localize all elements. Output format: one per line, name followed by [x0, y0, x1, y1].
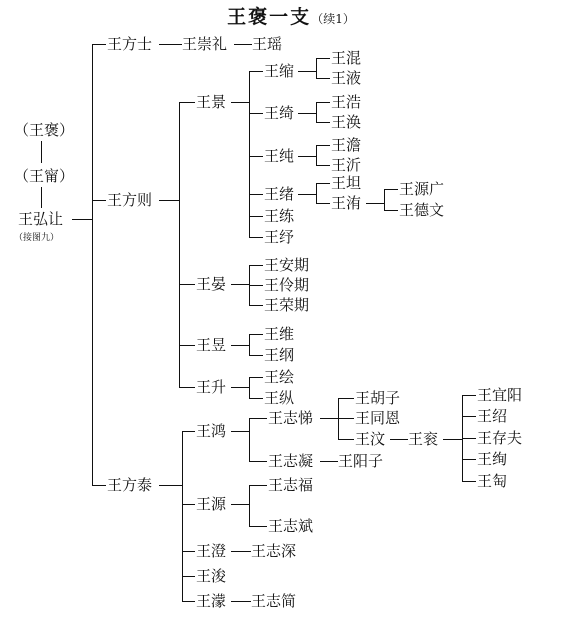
connector — [249, 71, 263, 72]
connector — [234, 44, 252, 45]
node-wang-huzi: 王胡子 — [355, 389, 401, 407]
node-wang-huan: 王涣 — [331, 113, 362, 131]
connector — [231, 102, 249, 103]
connector — [384, 189, 385, 210]
connector — [231, 601, 251, 602]
node-wang-fangze: 王方则 — [107, 191, 153, 209]
node-wang-xuan: 王绚 — [477, 450, 508, 468]
node-wang-wen: 王汶 — [355, 430, 386, 448]
node-wang-xi: 王沂 — [331, 156, 362, 174]
node-wang-dewen: 王德文 — [399, 201, 445, 219]
node-wang-yangzi: 王阳子 — [338, 452, 384, 470]
connector — [298, 194, 316, 195]
node-wang-jun: 王浚 — [196, 567, 227, 585]
node-wang-xu: 王绪 — [264, 185, 295, 203]
node-wang-you: 王洧 — [331, 194, 362, 212]
connector — [92, 44, 106, 45]
node-wang-hong: 王鸿 — [196, 422, 227, 440]
connector — [72, 219, 92, 220]
node-wang-hao: 王浩 — [331, 93, 362, 111]
node-wang-tongen: 王同恩 — [355, 409, 401, 427]
node-wang-jing: 王景 — [196, 93, 227, 111]
node-wang-zhining: 王志凝 — [268, 452, 314, 470]
connector — [320, 461, 338, 462]
ancestor-wang-ning: （王甯） — [14, 167, 75, 185]
connector — [249, 237, 263, 238]
connector — [249, 377, 250, 398]
connector — [249, 461, 267, 462]
connector — [316, 102, 330, 103]
connector — [316, 122, 330, 123]
connector — [182, 504, 195, 505]
connector — [249, 113, 263, 114]
connector — [462, 438, 476, 439]
connector — [249, 305, 263, 306]
node-wang-yu: 王昱 — [196, 336, 227, 354]
connector — [249, 194, 263, 195]
connector — [384, 189, 398, 190]
connector — [249, 71, 250, 237]
node-wang-suo: 王缩 — [264, 62, 295, 80]
node-wang-yan: 王晏 — [196, 275, 227, 293]
ancestor-link-1 — [41, 141, 42, 163]
node-wang-yao: 王瑶 — [252, 35, 283, 53]
connector — [316, 203, 330, 204]
node-wang-zhijian: 王志简 — [251, 592, 297, 610]
node-wang-zong: 王纵 — [264, 389, 295, 407]
connector — [316, 58, 330, 59]
node-wang-shao: 王绍 — [477, 407, 508, 425]
node-wang-gun: 王衮 — [408, 430, 439, 448]
node-wang-qi: 王绮 — [264, 104, 295, 122]
connector — [249, 334, 263, 335]
connector — [316, 102, 317, 122]
connector — [231, 284, 249, 285]
connector — [182, 601, 195, 602]
node-wang-chongli: 王崇礼 — [182, 35, 228, 53]
connector — [249, 285, 263, 286]
connector — [316, 165, 330, 166]
continued-from-note: （接图九） — [14, 233, 60, 243]
node-wang-yuan: 王源 — [196, 495, 227, 513]
connector — [338, 439, 354, 440]
node-wang-yiyang: 王宜阳 — [477, 386, 523, 404]
connector — [462, 459, 476, 460]
connector — [249, 265, 263, 266]
connector — [179, 284, 195, 285]
node-wang-sheng: 王升 — [196, 378, 227, 396]
connector — [182, 551, 195, 552]
connector — [320, 418, 338, 419]
connector — [298, 156, 316, 157]
title-note: （续1） — [311, 12, 355, 26]
node-wang-chun: 王纯 — [264, 147, 295, 165]
node-wang-zhiti: 王志悌 — [268, 409, 314, 427]
connector — [231, 345, 249, 346]
connector — [462, 481, 476, 482]
connector — [298, 71, 316, 72]
node-wang-anqi: 王安期 — [264, 256, 310, 274]
node-wang-cunfu: 王存夫 — [477, 429, 523, 447]
connector — [179, 345, 195, 346]
node-wang-shan: 王澹 — [331, 136, 362, 154]
connector — [338, 418, 354, 419]
connector — [249, 418, 250, 461]
node-wang-yuanguang: 王源广 — [399, 180, 445, 198]
node-wang-fangtai: 王方泰 — [107, 476, 153, 494]
connector — [249, 485, 250, 526]
connector — [231, 387, 249, 388]
node-wang-tao: 王匋 — [477, 472, 508, 490]
connector — [231, 431, 249, 432]
node-wang-lian: 王练 — [264, 207, 295, 225]
connector — [159, 485, 182, 486]
node-wang-lingqi: 王伶期 — [264, 276, 310, 294]
connector — [92, 200, 106, 201]
connector — [231, 551, 251, 552]
connector — [182, 431, 195, 432]
connector — [249, 418, 267, 419]
connector — [182, 576, 195, 577]
connector — [390, 439, 408, 440]
connector — [462, 416, 476, 417]
connector — [249, 355, 263, 356]
connector — [249, 334, 250, 355]
connector — [179, 102, 195, 103]
node-wang-ye: 王液 — [331, 69, 362, 87]
connector — [384, 210, 398, 211]
connector — [249, 377, 263, 378]
connector — [316, 58, 317, 78]
node-wang-zhifu: 王志福 — [268, 476, 314, 494]
node-wang-fangshi: 王方士 — [107, 35, 153, 53]
connector — [249, 526, 267, 527]
title-text: 王褒一支 — [227, 6, 312, 28]
node-wang-hongrang: 王弘让 — [18, 210, 64, 228]
connector — [249, 216, 263, 217]
chart-title — [0, 2, 582, 29]
node-wang-cheng: 王澄 — [196, 542, 227, 560]
node-wang-gang: 王纲 — [264, 346, 295, 364]
node-wang-meng: 王濛 — [196, 592, 227, 610]
connector — [249, 485, 267, 486]
ancestor-wang-bao: （王褒） — [14, 121, 75, 139]
connector — [316, 145, 330, 146]
connector — [92, 485, 106, 486]
connector — [249, 156, 263, 157]
connector — [159, 200, 179, 201]
node-wang-wei: 王维 — [264, 325, 295, 343]
connector — [316, 183, 330, 184]
node-wang-zhishen: 王志深 — [251, 542, 297, 560]
connector — [159, 44, 182, 45]
connector — [249, 398, 263, 399]
connector — [366, 203, 384, 204]
node-wang-rongqi: 王荣期 — [264, 296, 310, 314]
connector — [179, 387, 195, 388]
connector — [316, 78, 330, 79]
node-wang-tan: 王坦 — [331, 174, 362, 192]
connector — [231, 504, 249, 505]
connector — [443, 439, 462, 440]
connector — [316, 145, 317, 165]
connector — [316, 183, 317, 203]
node-wang-hun: 王混 — [331, 49, 362, 67]
connector — [338, 398, 354, 399]
connector — [298, 113, 316, 114]
connector — [462, 395, 476, 396]
connector — [92, 44, 93, 485]
node-wang-hui: 王绘 — [264, 368, 295, 386]
node-wang-zhibin: 王志斌 — [268, 517, 314, 535]
ancestor-link-2 — [41, 187, 42, 208]
node-wang-shu: 王纾 — [264, 228, 295, 246]
